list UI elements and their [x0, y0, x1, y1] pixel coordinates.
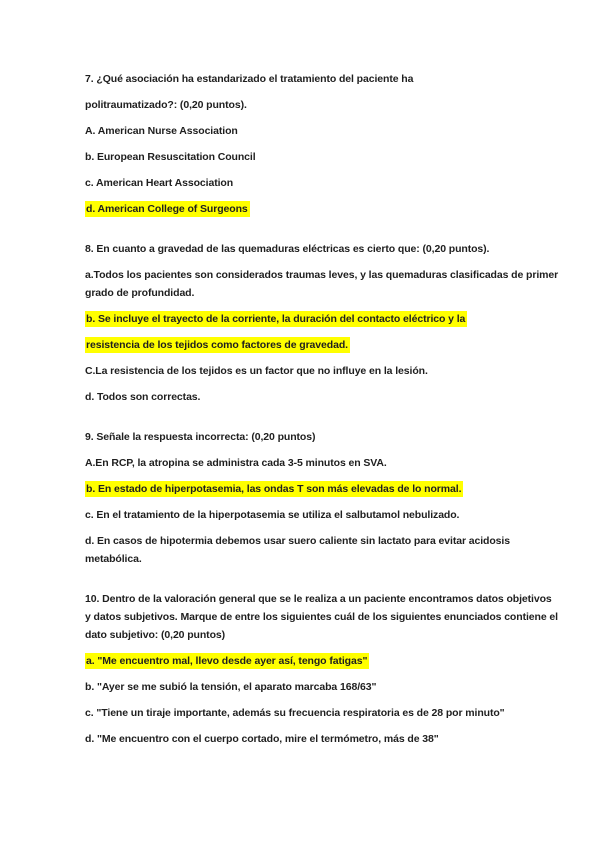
highlighted-answer-q8-line-2: resistencia de los tejidos como factores de gravedad.	[86, 339, 348, 351]
q8-option-a-line-1: a.Todos los pacientes son considerados traumas leves, y las quemaduras clasificadas de primer	[85, 269, 559, 281]
question-block-10	[85, 590, 558, 748]
highlighted-answer-q7: d. American College of Surgeons	[86, 203, 248, 215]
q9-option-c: c. En el tratamiento de la hiperpotasemia se utiliza el salbutamol nebulizado.	[85, 509, 460, 521]
q8-option-c: C.La resistencia de los tejidos es un factor que no influye en la lesión.	[85, 365, 428, 377]
highlighted-answer-q8-line-1: b. Se incluye el trayecto de la corriente, la duración del contacto eléctrico y la	[86, 313, 466, 325]
q7-option-d-highlighted	[85, 200, 542, 218]
q9-option-b-highlighted	[85, 480, 542, 498]
q7-prompt-line-1: 7. ¿Qué asociación ha estandarizado el tratamiento del paciente ha	[85, 73, 414, 85]
highlighted-answer-q9: b. En estado de hiperpotasemia, las ondas T son más elevadas de lo normal.	[86, 483, 462, 495]
q8-prompt-line-1: 8. En cuanto a gravedad de las quemaduras eléctricas es cierto que: (0,20 puntos).	[85, 243, 490, 255]
q8-option-b-line-2-highlighted	[85, 336, 542, 354]
q10-prompt-line-3: dato subjetivo: (0,20 puntos)	[85, 629, 226, 641]
q10-option-d: d. "Me encuentro con el cuerpo cortado, mire el termómetro, más de 38"	[85, 733, 439, 745]
q9-prompt-line-1: 9. Señale la respuesta incorrecta: (0,20 puntos)	[85, 431, 316, 443]
q10-prompt-line-2: y datos subjetivos. Marque de entre los siguientes cuál de los siguientes enunciados contiene el	[85, 611, 558, 623]
highlighted-answer-q10: a. "Me encuentro mal, llevo desde ayer así, tengo fatigas"	[86, 655, 368, 667]
q7-prompt-line-2: politraumatizado?: (0,20 puntos).	[85, 99, 247, 111]
question-block-8	[85, 240, 559, 406]
question-block-7	[85, 70, 542, 218]
q9-option-a: A.En RCP, la atropina se administra cada 3-5 minutos en SVA.	[85, 457, 387, 469]
q7-option-c: c. American Heart Association	[85, 177, 234, 189]
q10-option-a-highlighted	[85, 652, 542, 670]
q7-option-a: A. American Nurse Association	[85, 125, 238, 137]
q10-option-b: b. "Ayer se me subió la tensión, el aparato marcaba 168/63"	[85, 681, 377, 693]
q9-option-d-line-1: d. En casos de hipotermia debemos usar suero caliente sin lactato para evitar acidosis	[85, 535, 510, 547]
q8-option-d: d. Todos son correctas.	[85, 391, 201, 403]
q7-option-b: b. European Resuscitation Council	[85, 151, 256, 163]
question-block-9	[85, 428, 542, 568]
q8-option-a-line-2: grado de profundidad.	[85, 287, 195, 299]
q10-prompt-line-1: 10. Dentro de la valoración general que se le realiza a un paciente encontramos datos objetivos	[85, 593, 552, 605]
q8-option-b-line-1-highlighted	[85, 310, 542, 328]
q9-option-d-line-2: metabólica.	[85, 553, 142, 565]
q10-option-c: c. "Tiene un tiraje importante, además su frecuencia respiratoria es de 28 por minuto"	[85, 707, 505, 719]
